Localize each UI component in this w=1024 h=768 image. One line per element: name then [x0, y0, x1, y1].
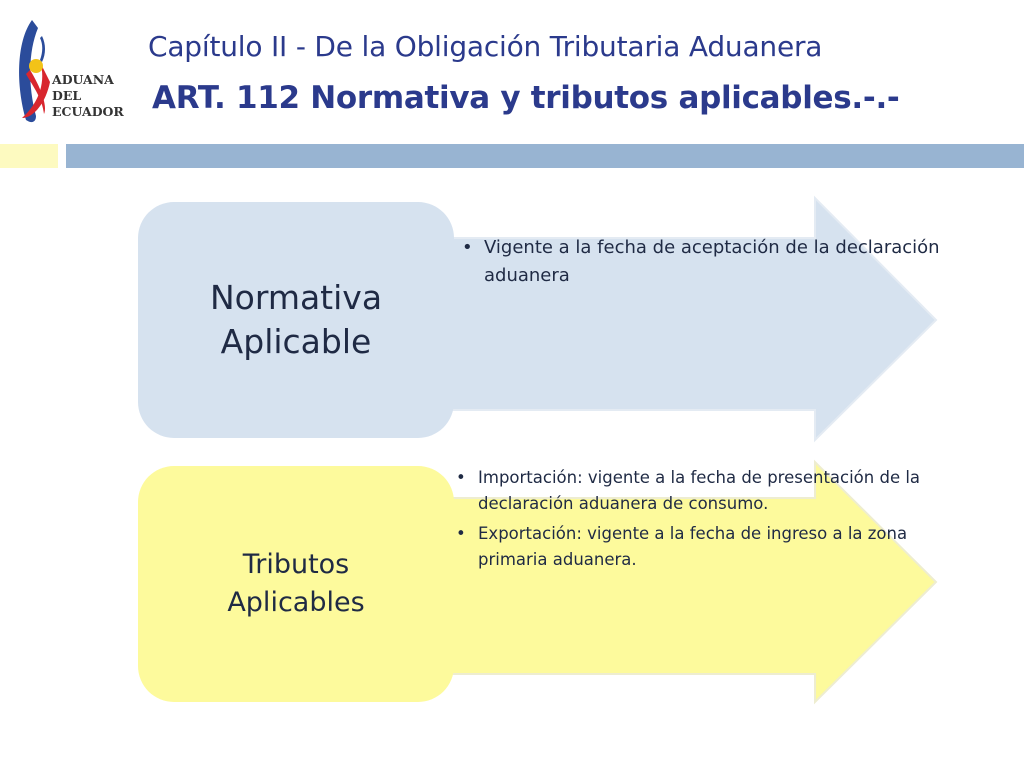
- list-item: • Importación: vigente a la fecha de presentación de la declaración aduanera de consumo.: [456, 465, 946, 517]
- logo-text-line-3: ECUADOR: [52, 104, 124, 119]
- list-item: • Vigente a la fecha de aceptación de la declaración aduanera: [462, 234, 942, 290]
- box-label-line-1: Normativa: [209, 278, 383, 317]
- box-label-line-1: Tributos: [242, 549, 350, 580]
- tributos-bullet-list: [456, 465, 946, 577]
- logo-text-line-2: DEL: [52, 88, 82, 103]
- box-label-line-2: Aplicables: [227, 587, 365, 618]
- normativa-bullet-list: [462, 234, 942, 290]
- box-label-line-2: Aplicable: [220, 322, 372, 361]
- logo-text-line-1: ADUANA: [52, 72, 114, 87]
- page-title: Capítulo II - De la Obligación Tributaria Aduanera: [148, 30, 823, 63]
- page-subtitle: ART. 112 Normativa y tributos aplicables.-.-: [152, 80, 900, 116]
- box-tributos-aplicables: [138, 466, 454, 702]
- box-normativa-aplicable: [138, 202, 454, 438]
- list-item: • Exportación: vigente a la fecha de ingreso a la zona primaria aduanera.: [456, 521, 946, 573]
